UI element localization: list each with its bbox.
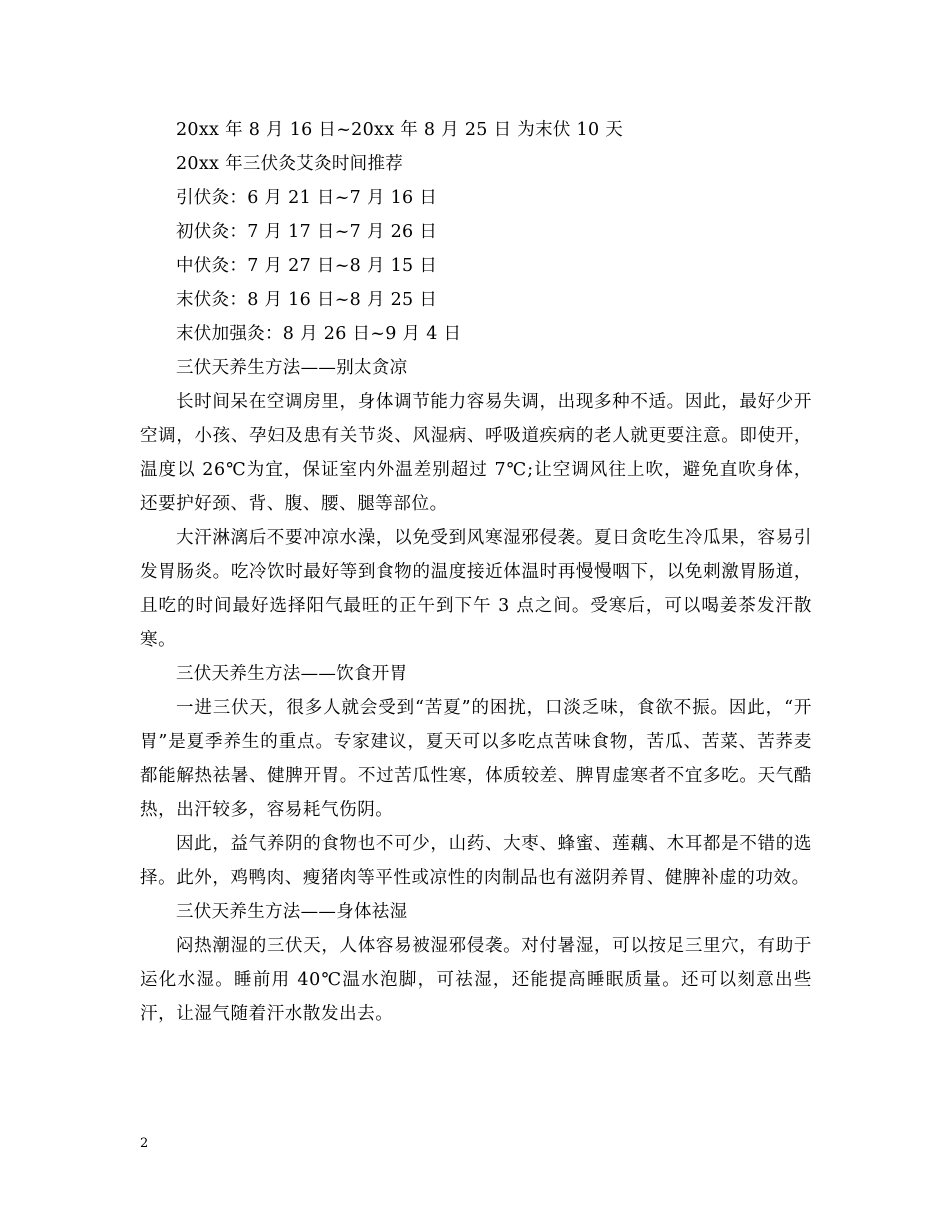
text-line-mofu: 末伏灸：8 月 16 日~8 月 25 日 (176, 290, 438, 310)
paragraph-cold-bath: 大汗淋漓后不要冲凉水澡，以免受到风寒湿邪侵袭。夏日贪吃生冷瓜果，容易引发胃肠炎。吃冷饮时最好等到食物的温度接近体温时再慢慢咽下，以免刺激胃肠道，且吃的时间最好选择阳气最旺的正午到下午 3 点之间。受寒后，可以喝姜茶发汗散寒。 (140, 528, 812, 650)
paragraph-bitter-foods: 一进三伏天，很多人就会受到“苦夏”的困扰，口淡乏味，食欲不振。因此，“开胃”是夏季养生的重点。专家建议，夏天可以多吃点苦味食物，苦瓜、苦菜、苦荞麦都能解热祛暑、健脾开胃。不过苦瓜性寒，体质较差、脾胃虚寒者不宜多吃。天气酷热，出汗较多，容易耗气伤阴。 (140, 698, 812, 820)
text-line-yinfu: 引伏灸：6 月 21 日~7 月 16 日 (176, 188, 438, 208)
paragraph-air-conditioning: 长时间呆在空调房里，身体调节能力容易失调，出现多种不适。因此，最好少开空调，小孩、孕妇及患有关节炎、风湿病、呼吸道疾病的老人就更要注意。即使开，温度以 26℃为宜，保证室内外温差别超过 7℃;让空调风往上吹，避免直吹身体，还要护好颈、背、腹、腰、腿等部位。 (140, 392, 812, 514)
page-number: 2 (140, 1136, 149, 1151)
text-line-mofu-dates: 20xx 年 8 月 16 日~20xx 年 8 月 25 日 为末伏 10 天 (176, 120, 624, 140)
text-line-moxibustion-title: 20xx 年三伏灸艾灸时间推荐 (176, 154, 404, 174)
section-heading-cooling: 三伏天养生方法——别太贪凉 (176, 358, 408, 378)
document-body (140, 113, 812, 1031)
text-line-mofu-boost: 末伏加强灸：8 月 26 日~9 月 4 日 (176, 324, 462, 344)
text-line-chufu: 初伏灸：7 月 17 日~7 月 26 日 (176, 222, 438, 242)
section-heading-dampness: 三伏天养生方法——身体祛湿 (176, 902, 408, 922)
paragraph-nourishing-foods: 因此，益气养阴的食物也不可少，山药、大枣、蜂蜜、莲藕、木耳都是不错的选择。此外，鸡鸭肉、瘦猪肉等平性或凉性的肉制品也有滋阴养胃、健脾补虚的功效。 (140, 834, 812, 888)
section-heading-appetite: 三伏天养生方法——饮食开胃 (176, 664, 408, 684)
paragraph-dampness: 闷热潮湿的三伏天，人体容易被湿邪侵袭。对付暑湿，可以按足三里穴，有助于运化水湿。睡前用 40℃温水泡脚，可祛湿，还能提高睡眠质量。还可以刻意出些汗，让湿气随着汗水散发出去。 (140, 936, 812, 1024)
text-line-zhongfu: 中伏灸：7 月 27 日~8 月 15 日 (176, 256, 438, 276)
